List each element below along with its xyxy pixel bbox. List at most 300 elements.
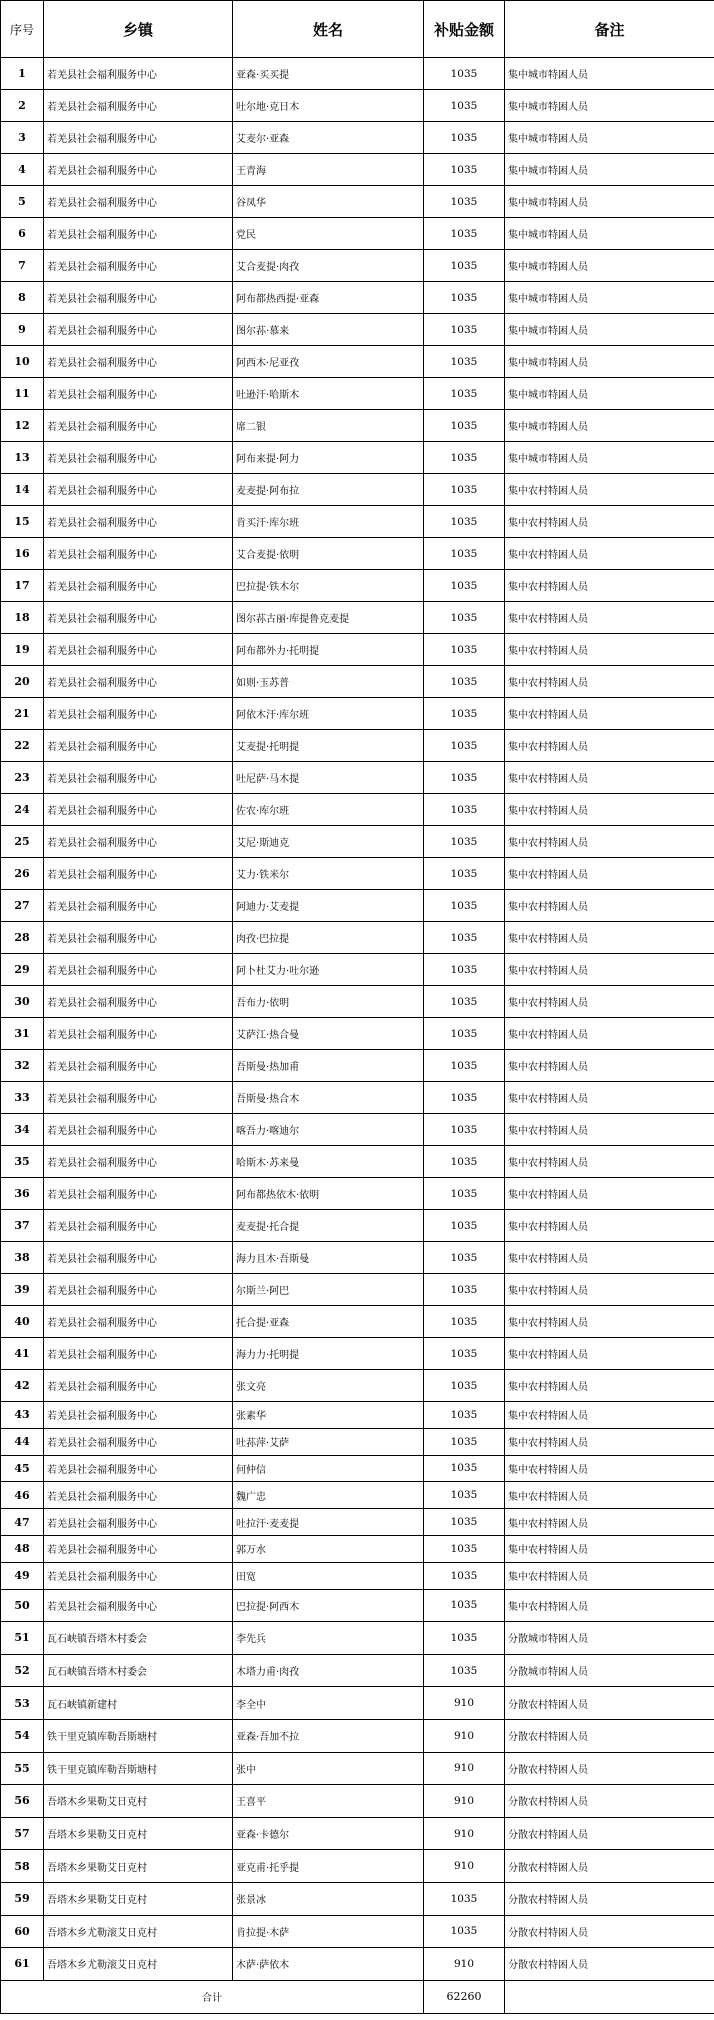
row-name: 张素华 [233, 1402, 424, 1429]
row-index: 30 [1, 986, 44, 1018]
row-index: 53 [1, 1687, 44, 1720]
row-index: 22 [1, 730, 44, 762]
row-amount: 1035 [424, 474, 505, 506]
row-town: 铁干里克镇库勒吾斯塘村 [44, 1719, 233, 1752]
table-row [1, 1622, 714, 1655]
row-name: 吐拉汗·麦麦提 [233, 1509, 424, 1536]
table-row [1, 1589, 714, 1622]
table-row [1, 154, 714, 186]
row-town: 瓦石峡镇新建村 [44, 1687, 233, 1720]
row-amount: 1035 [424, 1274, 505, 1306]
header-note: 备注 [505, 1, 714, 58]
table-row [1, 1562, 714, 1589]
row-amount: 1035 [424, 1178, 505, 1210]
table-row [1, 698, 714, 730]
table-row [1, 858, 714, 890]
row-index: 2 [1, 90, 44, 122]
row-town: 若羌县社会福利服务中心 [44, 186, 233, 218]
table-body [1, 58, 714, 1981]
table-row [1, 1850, 714, 1883]
row-amount: 1035 [424, 1535, 505, 1562]
table-row [1, 282, 714, 314]
row-town: 若羌县社会福利服务中心 [44, 282, 233, 314]
row-name: 肯买汗·库尔班 [233, 506, 424, 538]
row-note: 集中农村特困人员 [505, 1018, 714, 1050]
row-note: 分散农村特困人员 [505, 1719, 714, 1752]
row-name: 阿迪力·艾麦提 [233, 890, 424, 922]
row-note: 集中城市特困人员 [505, 90, 714, 122]
row-amount: 1035 [424, 1455, 505, 1482]
row-note: 集中农村特困人员 [505, 730, 714, 762]
row-amount: 1035 [424, 314, 505, 346]
row-name: 阿卜杜艾力·吐尔逊 [233, 954, 424, 986]
table-row [1, 890, 714, 922]
row-town: 若羌县社会福利服务中心 [44, 794, 233, 826]
table-row [1, 634, 714, 666]
row-amount: 1035 [424, 1428, 505, 1455]
row-index: 19 [1, 634, 44, 666]
header-amount: 补贴金额 [424, 1, 505, 58]
row-amount: 1035 [424, 698, 505, 730]
table-row [1, 1018, 714, 1050]
row-town: 若羌县社会福利服务中心 [44, 1146, 233, 1178]
row-town: 若羌县社会福利服务中心 [44, 506, 233, 538]
table-row [1, 570, 714, 602]
table-row [1, 602, 714, 634]
row-town: 若羌县社会福利服务中心 [44, 1018, 233, 1050]
row-amount: 1035 [424, 1402, 505, 1429]
table-row [1, 1274, 714, 1306]
row-town: 若羌县社会福利服务中心 [44, 474, 233, 506]
table-row [1, 1210, 714, 1242]
row-name: 麦麦提·阿布拉 [233, 474, 424, 506]
row-town: 若羌县社会福利服务中心 [44, 730, 233, 762]
row-name: 肉孜·巴拉提 [233, 922, 424, 954]
total-amount: 62260 [424, 1980, 505, 2013]
table-row [1, 1338, 714, 1370]
row-town: 若羌县社会福利服务中心 [44, 1455, 233, 1482]
row-town: 若羌县社会福利服务中心 [44, 314, 233, 346]
row-index: 39 [1, 1274, 44, 1306]
row-note: 集中农村特困人员 [505, 1210, 714, 1242]
row-index: 52 [1, 1654, 44, 1687]
row-amount: 910 [424, 1687, 505, 1720]
row-amount: 1035 [424, 1562, 505, 1589]
row-note: 集中农村特困人员 [505, 1428, 714, 1455]
table-row [1, 1752, 714, 1785]
row-amount: 910 [424, 1752, 505, 1785]
row-index: 50 [1, 1589, 44, 1622]
row-amount: 1035 [424, 1306, 505, 1338]
row-note: 集中农村特困人员 [505, 1562, 714, 1589]
table-row [1, 1509, 714, 1536]
row-index: 42 [1, 1370, 44, 1402]
row-town: 吾塔木乡果勒艾日克村 [44, 1785, 233, 1818]
row-name: 党民 [233, 218, 424, 250]
row-note: 集中农村特困人员 [505, 1509, 714, 1536]
row-note: 集中农村特困人员 [505, 1455, 714, 1482]
row-note: 集中农村特困人员 [505, 1242, 714, 1274]
row-town: 吾塔木乡果勒艾日克村 [44, 1817, 233, 1850]
row-note: 集中城市特困人员 [505, 314, 714, 346]
row-town: 若羌县社会福利服务中心 [44, 378, 233, 410]
row-amount: 1035 [424, 634, 505, 666]
row-index: 35 [1, 1146, 44, 1178]
row-town: 若羌县社会福利服务中心 [44, 1482, 233, 1509]
row-town: 吾塔木乡果勒艾日克村 [44, 1850, 233, 1883]
row-note: 集中城市特困人员 [505, 378, 714, 410]
table-row [1, 762, 714, 794]
row-name: 吐逊汗·哈斯木 [233, 378, 424, 410]
row-note: 集中农村特困人员 [505, 1178, 714, 1210]
row-name: 佐农·库尔班 [233, 794, 424, 826]
row-amount: 910 [424, 1785, 505, 1818]
row-name: 李全中 [233, 1687, 424, 1720]
table-row [1, 1882, 714, 1915]
row-note: 分散农村特困人员 [505, 1850, 714, 1883]
row-town: 吾塔木乡尤勒滚艾日克村 [44, 1915, 233, 1948]
row-name: 阿布都外力·托明提 [233, 634, 424, 666]
row-note: 集中城市特困人员 [505, 346, 714, 378]
row-index: 51 [1, 1622, 44, 1655]
row-index: 15 [1, 506, 44, 538]
row-amount: 1035 [424, 506, 505, 538]
table-row [1, 58, 714, 90]
row-amount: 1035 [424, 1882, 505, 1915]
row-town: 若羌县社会福利服务中心 [44, 986, 233, 1018]
row-town: 若羌县社会福利服务中心 [44, 58, 233, 90]
row-town: 若羌县社会福利服务中心 [44, 922, 233, 954]
row-amount: 1035 [424, 1370, 505, 1402]
table-row [1, 474, 714, 506]
row-index: 20 [1, 666, 44, 698]
row-index: 5 [1, 186, 44, 218]
total-row [1, 1980, 714, 2013]
row-name: 艾合麦提·肉孜 [233, 250, 424, 282]
table-row [1, 954, 714, 986]
row-town: 若羌县社会福利服务中心 [44, 1535, 233, 1562]
row-note: 集中农村特困人员 [505, 634, 714, 666]
table-row [1, 1785, 714, 1818]
table-row [1, 442, 714, 474]
row-amount: 1035 [424, 730, 505, 762]
row-town: 吾塔木乡果勒艾日克村 [44, 1882, 233, 1915]
row-amount: 1035 [424, 1482, 505, 1509]
table-row [1, 1948, 714, 1981]
row-town: 瓦石峡镇吾塔木村委会 [44, 1622, 233, 1655]
table-row [1, 922, 714, 954]
row-town: 若羌县社会福利服务中心 [44, 1402, 233, 1429]
row-name: 喀吾力·喀迪尔 [233, 1114, 424, 1146]
row-name: 王喜平 [233, 1785, 424, 1818]
row-index: 60 [1, 1915, 44, 1948]
row-note: 集中城市特困人员 [505, 282, 714, 314]
row-note: 集中农村特困人员 [505, 570, 714, 602]
table-row [1, 1428, 714, 1455]
row-amount: 1035 [424, 858, 505, 890]
table-row [1, 538, 714, 570]
row-index: 61 [1, 1948, 44, 1981]
row-amount: 1035 [424, 954, 505, 986]
row-town: 若羌县社会福利服务中心 [44, 1428, 233, 1455]
row-amount: 910 [424, 1817, 505, 1850]
table-row [1, 1402, 714, 1429]
row-index: 17 [1, 570, 44, 602]
row-name: 托合提·亚森 [233, 1306, 424, 1338]
table-row [1, 1242, 714, 1274]
table-row [1, 730, 714, 762]
row-note: 集中农村特困人员 [505, 1146, 714, 1178]
row-town: 若羌县社会福利服务中心 [44, 602, 233, 634]
total-note [505, 1980, 714, 2013]
row-index: 56 [1, 1785, 44, 1818]
row-name: 席二银 [233, 410, 424, 442]
table-row [1, 250, 714, 282]
row-note: 分散城市特困人员 [505, 1654, 714, 1687]
row-note: 集中农村特困人员 [505, 506, 714, 538]
row-index: 29 [1, 954, 44, 986]
row-amount: 1035 [424, 922, 505, 954]
row-town: 若羌县社会福利服务中心 [44, 634, 233, 666]
row-note: 分散农村特困人员 [505, 1915, 714, 1948]
row-name: 何仲信 [233, 1455, 424, 1482]
row-amount: 1035 [424, 250, 505, 282]
row-town: 若羌县社会福利服务中心 [44, 250, 233, 282]
row-town: 若羌县社会福利服务中心 [44, 1589, 233, 1622]
row-index: 33 [1, 1082, 44, 1114]
table-row [1, 986, 714, 1018]
row-town: 若羌县社会福利服务中心 [44, 1210, 233, 1242]
row-index: 40 [1, 1306, 44, 1338]
row-name: 阿布都热依木·依明 [233, 1178, 424, 1210]
row-note: 集中农村特困人员 [505, 986, 714, 1018]
row-name: 吐尼萨·马木提 [233, 762, 424, 794]
row-town: 若羌县社会福利服务中心 [44, 410, 233, 442]
row-note: 集中城市特困人员 [505, 122, 714, 154]
row-name: 艾尼·斯迪克 [233, 826, 424, 858]
row-name: 阿依木汗·库尔班 [233, 698, 424, 730]
row-town: 若羌县社会福利服务中心 [44, 1338, 233, 1370]
header-index: 序号 [1, 1, 44, 58]
row-name: 艾麦尔·亚森 [233, 122, 424, 154]
row-index: 32 [1, 1050, 44, 1082]
row-index: 6 [1, 218, 44, 250]
header-name: 姓名 [233, 1, 424, 58]
row-index: 23 [1, 762, 44, 794]
table-row [1, 1178, 714, 1210]
row-name: 肯拉提·木萨 [233, 1915, 424, 1948]
table-row [1, 1915, 714, 1948]
row-index: 11 [1, 378, 44, 410]
table-row [1, 1114, 714, 1146]
row-index: 48 [1, 1535, 44, 1562]
row-amount: 1035 [424, 58, 505, 90]
row-note: 集中农村特困人员 [505, 826, 714, 858]
table-row [1, 1146, 714, 1178]
row-name: 田宽 [233, 1562, 424, 1589]
total-label: 合计 [1, 1980, 424, 2013]
row-town: 若羌县社会福利服务中心 [44, 1114, 233, 1146]
row-amount: 1035 [424, 1509, 505, 1536]
table-row [1, 378, 714, 410]
row-index: 21 [1, 698, 44, 730]
row-amount: 1035 [424, 1210, 505, 1242]
row-index: 38 [1, 1242, 44, 1274]
row-name: 艾麦提·托明提 [233, 730, 424, 762]
row-note: 集中农村特困人员 [505, 762, 714, 794]
row-index: 46 [1, 1482, 44, 1509]
row-name: 郭万水 [233, 1535, 424, 1562]
row-note: 集中农村特困人员 [505, 666, 714, 698]
row-amount: 910 [424, 1850, 505, 1883]
row-town: 若羌县社会福利服务中心 [44, 1306, 233, 1338]
row-note: 集中农村特困人员 [505, 538, 714, 570]
row-index: 16 [1, 538, 44, 570]
row-name: 如则·玉苏普 [233, 666, 424, 698]
row-name: 亚森·卡德尔 [233, 1817, 424, 1850]
row-name: 吾斯曼·热加甫 [233, 1050, 424, 1082]
row-index: 13 [1, 442, 44, 474]
row-note: 分散农村特困人员 [505, 1785, 714, 1818]
row-amount: 1035 [424, 762, 505, 794]
row-index: 47 [1, 1509, 44, 1536]
row-town: 若羌县社会福利服务中心 [44, 538, 233, 570]
row-note: 分散农村特困人员 [505, 1882, 714, 1915]
row-town: 若羌县社会福利服务中心 [44, 1274, 233, 1306]
row-index: 49 [1, 1562, 44, 1589]
row-note: 集中农村特困人员 [505, 1274, 714, 1306]
table-row [1, 314, 714, 346]
row-amount: 1035 [424, 666, 505, 698]
row-amount: 1035 [424, 218, 505, 250]
table-row [1, 1654, 714, 1687]
row-name: 王青海 [233, 154, 424, 186]
row-note: 集中农村特困人员 [505, 890, 714, 922]
row-town: 若羌县社会福利服务中心 [44, 890, 233, 922]
row-amount: 1035 [424, 442, 505, 474]
row-name: 木萨·萨依木 [233, 1948, 424, 1981]
row-note: 集中农村特困人员 [505, 1589, 714, 1622]
row-note: 分散农村特困人员 [505, 1817, 714, 1850]
row-name: 巴拉提·铁木尔 [233, 570, 424, 602]
row-town: 若羌县社会福利服务中心 [44, 154, 233, 186]
row-name: 图尔荪·慕来 [233, 314, 424, 346]
row-town: 若羌县社会福利服务中心 [44, 1562, 233, 1589]
row-name: 阿西木·尼亚孜 [233, 346, 424, 378]
row-amount: 910 [424, 1948, 505, 1981]
table-row [1, 218, 714, 250]
row-town: 若羌县社会福利服务中心 [44, 858, 233, 890]
row-amount: 1035 [424, 1018, 505, 1050]
table-row [1, 410, 714, 442]
row-town: 若羌县社会福利服务中心 [44, 346, 233, 378]
row-name: 吐荪萍·艾萨 [233, 1428, 424, 1455]
row-index: 7 [1, 250, 44, 282]
row-index: 4 [1, 154, 44, 186]
row-name: 张景冰 [233, 1882, 424, 1915]
row-note: 集中城市特困人员 [505, 218, 714, 250]
row-amount: 1035 [424, 986, 505, 1018]
row-index: 12 [1, 410, 44, 442]
row-index: 8 [1, 282, 44, 314]
row-town: 若羌县社会福利服务中心 [44, 698, 233, 730]
row-town: 若羌县社会福利服务中心 [44, 954, 233, 986]
row-amount: 1035 [424, 1242, 505, 1274]
row-amount: 1035 [424, 794, 505, 826]
row-name: 尔斯兰·阿巴 [233, 1274, 424, 1306]
header-row [1, 1, 714, 58]
row-amount: 1035 [424, 826, 505, 858]
row-amount: 1035 [424, 1589, 505, 1622]
row-note: 集中农村特困人员 [505, 698, 714, 730]
table-row [1, 1482, 714, 1509]
row-amount: 1035 [424, 1050, 505, 1082]
row-note: 集中农村特困人员 [505, 858, 714, 890]
row-index: 10 [1, 346, 44, 378]
row-note: 集中农村特困人员 [505, 1082, 714, 1114]
row-note: 集中农村特困人员 [505, 1482, 714, 1509]
table-row [1, 1535, 714, 1562]
row-index: 34 [1, 1114, 44, 1146]
row-amount: 1035 [424, 122, 505, 154]
row-note: 集中城市特困人员 [505, 58, 714, 90]
row-town: 若羌县社会福利服务中心 [44, 218, 233, 250]
row-note: 集中城市特困人员 [505, 154, 714, 186]
row-note: 分散农村特困人员 [505, 1687, 714, 1720]
row-note: 集中农村特困人员 [505, 1050, 714, 1082]
row-note: 集中城市特困人员 [505, 250, 714, 282]
row-index: 26 [1, 858, 44, 890]
table-row [1, 1719, 714, 1752]
row-index: 25 [1, 826, 44, 858]
row-note: 分散城市特困人员 [505, 1622, 714, 1655]
row-amount: 1035 [424, 410, 505, 442]
row-amount: 1035 [424, 570, 505, 602]
row-town: 铁干里克镇库勒吾斯塘村 [44, 1752, 233, 1785]
row-index: 55 [1, 1752, 44, 1785]
row-index: 59 [1, 1882, 44, 1915]
row-amount: 1035 [424, 346, 505, 378]
row-name: 谷凤华 [233, 186, 424, 218]
row-name: 图尔荪古丽·库提鲁克麦提 [233, 602, 424, 634]
row-note: 集中农村特困人员 [505, 474, 714, 506]
row-town: 若羌县社会福利服务中心 [44, 1178, 233, 1210]
row-index: 57 [1, 1817, 44, 1850]
row-amount: 1035 [424, 378, 505, 410]
row-name: 张中 [233, 1752, 424, 1785]
row-note: 分散农村特困人员 [505, 1752, 714, 1785]
row-name: 亚克甫·托乎提 [233, 1850, 424, 1883]
row-note: 集中农村特困人员 [505, 1114, 714, 1146]
table-row [1, 1050, 714, 1082]
row-note: 集中农村特困人员 [505, 1535, 714, 1562]
table-footer [1, 1980, 714, 2013]
row-note: 集中城市特困人员 [505, 442, 714, 474]
header-town: 乡镇 [44, 1, 233, 58]
row-town: 若羌县社会福利服务中心 [44, 666, 233, 698]
table-row [1, 1687, 714, 1720]
row-index: 3 [1, 122, 44, 154]
row-index: 18 [1, 602, 44, 634]
row-index: 27 [1, 890, 44, 922]
row-index: 36 [1, 1178, 44, 1210]
table-row [1, 346, 714, 378]
row-index: 31 [1, 1018, 44, 1050]
row-name: 亚森·买买提 [233, 58, 424, 90]
row-name: 哈斯木·苏来曼 [233, 1146, 424, 1178]
row-name: 阿布都热西提·亚森 [233, 282, 424, 314]
row-town: 若羌县社会福利服务中心 [44, 442, 233, 474]
